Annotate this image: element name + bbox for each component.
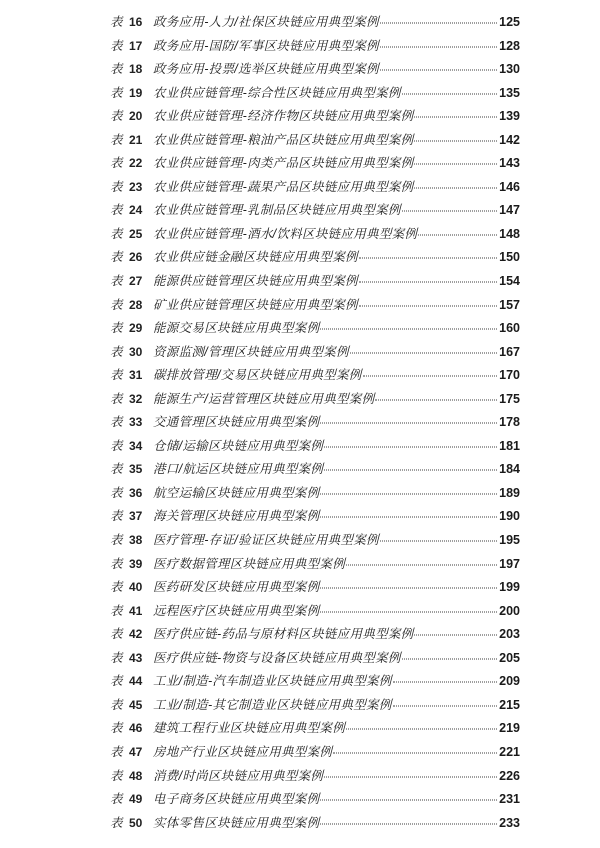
toc-entry-page-number: 205 xyxy=(499,650,520,665)
dotted-leader xyxy=(320,823,497,824)
toc-entry-row[interactable] xyxy=(110,813,520,837)
toc-entry-page-number: 130 xyxy=(499,62,520,77)
toc-entry-number: 20 xyxy=(129,109,143,124)
toc-entry-label: 表 xyxy=(110,391,124,406)
toc-entry-number: 25 xyxy=(129,226,143,241)
toc-entry-number: 47 xyxy=(129,744,143,759)
toc-entry-number: 37 xyxy=(129,509,143,524)
toc-entry-page-number: 135 xyxy=(499,85,520,100)
toc-entry-title: 医疗管理-存证/验证区块链应用典型案例 xyxy=(153,533,379,548)
toc-entry-page-number: 203 xyxy=(499,627,520,642)
toc-entry-label: 表 xyxy=(110,250,124,265)
toc-entry-row[interactable] xyxy=(110,624,520,648)
toc-entry-row[interactable] xyxy=(110,365,520,389)
dotted-leader xyxy=(414,635,497,636)
toc-entry-title: 实体零售区块链应用典型案例 xyxy=(153,815,320,830)
toc-entry-label: 表 xyxy=(110,297,124,312)
toc-entry-page-number: 148 xyxy=(499,226,520,241)
toc-entry-number: 27 xyxy=(129,274,143,289)
toc-entry-page-number: 175 xyxy=(499,391,520,406)
dotted-leader xyxy=(359,305,497,306)
toc-entry-label: 表 xyxy=(110,15,124,29)
toc-entry-row[interactable] xyxy=(110,671,520,695)
toc-entry-label: 表 xyxy=(110,768,124,783)
toc-entry-label: 表 xyxy=(110,321,124,336)
toc-entry-number: 29 xyxy=(129,321,143,336)
toc-entry-title: 工业/制造-汽车制造业区块链应用典型案例 xyxy=(153,674,392,689)
toc-entry-page-number: 221 xyxy=(499,744,520,759)
dotted-leader xyxy=(320,423,497,424)
toc-entry-number: 44 xyxy=(129,674,143,689)
toc-entry-number: 32 xyxy=(129,391,143,406)
toc-entry-title: 碳排放管理/交易区块链应用典型案例 xyxy=(153,368,362,383)
toc-entry-row[interactable] xyxy=(110,318,520,342)
toc-entry-label: 表 xyxy=(110,62,124,77)
toc-entry-row[interactable] xyxy=(110,506,520,530)
toc-entry-label: 表 xyxy=(110,203,124,218)
toc-entry-page-number: 170 xyxy=(499,368,520,383)
toc-entry-row[interactable] xyxy=(110,436,520,460)
toc-entry-number: 43 xyxy=(129,650,143,665)
toc-entry-number: 18 xyxy=(129,62,143,77)
toc-entry-number: 38 xyxy=(129,533,143,548)
dotted-leader xyxy=(380,70,497,71)
dotted-leader xyxy=(333,752,497,753)
toc-entry-row[interactable] xyxy=(110,83,520,107)
toc-entry-page-number: 209 xyxy=(499,674,520,689)
dotted-leader xyxy=(418,234,497,235)
toc-entry-page-number: 219 xyxy=(499,721,520,736)
toc-entry-title: 农业供应链管理-粮油产品区块链应用典型案例 xyxy=(153,132,414,147)
toc-entry-page-number: 189 xyxy=(499,485,520,500)
toc-entry-title: 海关管理区块链应用典型案例 xyxy=(153,509,320,524)
dotted-leader xyxy=(350,352,497,353)
toc-entry-title: 矿业供应链管理区块链应用典型案例 xyxy=(153,297,358,312)
toc-entry-title: 医疗数据管理区块链应用典型案例 xyxy=(153,556,346,571)
toc-entry-number: 45 xyxy=(129,697,143,712)
toc-entry-page-number: 157 xyxy=(499,297,520,312)
toc-entry-label: 表 xyxy=(110,509,124,524)
toc-entry-title: 医药研发区块链应用典型案例 xyxy=(153,580,320,595)
toc-entry-number: 30 xyxy=(129,344,143,359)
toc-entry-row[interactable] xyxy=(110,742,520,766)
toc-entry-number: 36 xyxy=(129,485,143,500)
toc-entry-label: 表 xyxy=(110,438,124,453)
dotted-leader xyxy=(380,541,497,542)
toc-entry-page-number: 195 xyxy=(499,533,520,548)
toc-entry-page-number: 146 xyxy=(499,179,520,194)
toc-entry-page-number: 226 xyxy=(499,768,520,783)
toc-entry-page-number: 154 xyxy=(499,274,520,289)
toc-entry-number: 21 xyxy=(129,132,143,147)
toc-entry-title: 农业供应链管理-酒水/饮料区块链应用典型案例 xyxy=(153,226,418,241)
toc-entry-label: 表 xyxy=(110,462,124,477)
dotted-leader xyxy=(375,399,497,400)
dotted-leader xyxy=(393,705,498,706)
toc-entry-title: 政务应用-国防/军事区块链应用典型案例 xyxy=(153,38,379,53)
toc-entry-row[interactable] xyxy=(110,271,520,295)
toc-entry-label: 表 xyxy=(110,721,124,736)
toc-entry-page-number: 233 xyxy=(499,815,520,830)
toc-entry-title: 农业供应链管理-乳制品区块链应用典型案例 xyxy=(153,203,401,218)
dotted-leader xyxy=(320,493,497,494)
dotted-leader xyxy=(393,682,498,683)
toc-entry-title: 医疗供应链-物资与设备区块链应用典型案例 xyxy=(153,650,401,665)
toc-entry-title: 政务应用-投票/选举区块链应用典型案例 xyxy=(153,62,379,77)
toc-entry-label: 表 xyxy=(110,603,124,618)
toc-entry-label: 表 xyxy=(110,792,124,807)
toc-entry-label: 表 xyxy=(110,674,124,689)
toc-entry-row[interactable] xyxy=(110,247,520,271)
toc-entry-row[interactable] xyxy=(110,577,520,601)
toc-entry-row[interactable] xyxy=(110,153,520,177)
toc-entry-page-number: 147 xyxy=(499,203,520,218)
toc-entry-number: 49 xyxy=(129,792,143,807)
toc-entry-label: 表 xyxy=(110,485,124,500)
toc-entry-number: 28 xyxy=(129,297,143,312)
dotted-leader xyxy=(320,588,497,589)
toc-entry-title: 农业供应链管理-经济作物区块链应用典型案例 xyxy=(153,109,414,124)
toc-entry-label: 表 xyxy=(110,650,124,665)
toc-entry-label: 表 xyxy=(110,156,124,171)
toc-entry-number: 39 xyxy=(129,556,143,571)
toc-entry-title: 农业供应链金融区块链应用典型案例 xyxy=(153,250,358,265)
toc-entry-number: 22 xyxy=(129,156,143,171)
dotted-leader xyxy=(380,23,497,24)
toc-entry-number: 26 xyxy=(129,250,143,265)
toc-entry-row[interactable] xyxy=(110,12,520,36)
dotted-leader xyxy=(402,211,497,212)
toc-entry-page-number: 128 xyxy=(499,38,520,53)
toc-entry-number: 31 xyxy=(129,368,143,383)
toc-entry-number: 35 xyxy=(129,462,143,477)
toc-entry-title: 资源监测/管理区块链应用典型案例 xyxy=(153,344,349,359)
toc-entry-label: 表 xyxy=(110,744,124,759)
dotted-leader xyxy=(414,117,497,118)
toc-entry-number: 40 xyxy=(129,580,143,595)
toc-entry-number: 19 xyxy=(129,85,143,100)
toc-entry-page-number: 215 xyxy=(499,697,520,712)
toc-list xyxy=(110,12,520,836)
toc-entry-row[interactable] xyxy=(110,554,520,578)
toc-entry-row[interactable] xyxy=(110,718,520,742)
toc-entry-title: 电子商务区块链应用典型案例 xyxy=(153,792,320,807)
toc-entry-page-number: 181 xyxy=(499,438,520,453)
toc-entry-title: 远程医疗区块链应用典型案例 xyxy=(153,603,320,618)
dotted-leader xyxy=(346,729,497,730)
toc-entry-row[interactable] xyxy=(110,601,520,625)
toc-entry-row[interactable] xyxy=(110,648,520,672)
toc-entry-number: 23 xyxy=(129,179,143,194)
toc-entry-row[interactable] xyxy=(110,177,520,201)
toc-entry-row[interactable] xyxy=(110,459,520,483)
toc-entry-row[interactable] xyxy=(110,130,520,154)
toc-entry-row[interactable] xyxy=(110,389,520,413)
toc-entry-label: 表 xyxy=(110,556,124,571)
toc-entry-row[interactable] xyxy=(110,530,520,554)
toc-entry-title: 能源生产/运营管理区块链应用典型案例 xyxy=(153,391,375,406)
dotted-leader xyxy=(324,776,497,777)
toc-entry-row[interactable] xyxy=(110,412,520,436)
dotted-leader xyxy=(320,517,497,518)
toc-entry-title: 仓储/运输区块链应用典型案例 xyxy=(153,438,324,453)
dotted-leader xyxy=(346,564,497,565)
toc-entry-title: 政务应用-人力/社保区块链应用典型案例 xyxy=(153,15,379,29)
toc-entry-number: 48 xyxy=(129,768,143,783)
toc-entry-title: 交通管理区块链应用典型案例 xyxy=(153,415,320,430)
dotted-leader xyxy=(359,258,497,259)
toc-entry-title: 港口/航运区块链应用典型案例 xyxy=(153,462,324,477)
toc-entry-title: 能源供应链管理区块链应用典型案例 xyxy=(153,274,358,289)
toc-entry-page-number: 125 xyxy=(499,15,520,29)
toc-entry-title: 农业供应链管理-综合性区块链应用典型案例 xyxy=(153,85,401,100)
toc-entry-title: 工业/制造-其它制造业区块链应用典型案例 xyxy=(153,697,392,712)
toc-entry-row[interactable] xyxy=(110,295,520,319)
toc-entry-number: 41 xyxy=(129,603,143,618)
toc-entry-number: 33 xyxy=(129,415,143,430)
toc-entry-label: 表 xyxy=(110,533,124,548)
toc-entry-page-number: 167 xyxy=(499,344,520,359)
toc-entry-title: 医疗供应链-药品与原材料区块链应用典型案例 xyxy=(153,627,414,642)
toc-entry-number: 34 xyxy=(129,438,143,453)
toc-entry-label: 表 xyxy=(110,415,124,430)
toc-entry-page-number: 160 xyxy=(499,321,520,336)
dotted-leader xyxy=(324,470,497,471)
dotted-leader xyxy=(320,800,497,801)
toc-entry-label: 表 xyxy=(110,627,124,642)
toc-entry-page-number: 190 xyxy=(499,509,520,524)
toc-entry-title: 航空运输区块链应用典型案例 xyxy=(153,485,320,500)
toc-entry-label: 表 xyxy=(110,697,124,712)
dotted-leader xyxy=(414,164,497,165)
toc-entry-page-number: 197 xyxy=(499,556,520,571)
toc-entry-page-number: 143 xyxy=(499,156,520,171)
toc-entry-page-number: 199 xyxy=(499,580,520,595)
toc-entry-row[interactable] xyxy=(110,200,520,224)
toc-entry-row[interactable] xyxy=(110,483,520,507)
toc-entry-page-number: 142 xyxy=(499,132,520,147)
dotted-leader xyxy=(380,46,497,47)
toc-entry-page-number: 150 xyxy=(499,250,520,265)
toc-entry-label: 表 xyxy=(110,815,124,830)
toc-entry-number: 46 xyxy=(129,721,143,736)
toc-entry-row[interactable] xyxy=(110,766,520,790)
toc-entry-row[interactable] xyxy=(110,106,520,130)
toc-entry-number: 16 xyxy=(129,15,143,29)
dotted-leader xyxy=(359,282,497,283)
dotted-leader xyxy=(414,187,497,188)
toc-entry-label: 表 xyxy=(110,274,124,289)
toc-entry-label: 表 xyxy=(110,226,124,241)
toc-entry-number: 17 xyxy=(129,38,143,53)
toc-entry-page-number: 178 xyxy=(499,415,520,430)
toc-entry-label: 表 xyxy=(110,132,124,147)
toc-entry-title: 农业供应链管理-肉类产品区块链应用典型案例 xyxy=(153,156,414,171)
toc-entry-row[interactable] xyxy=(110,695,520,719)
dotted-leader xyxy=(363,376,498,377)
dotted-leader xyxy=(320,611,497,612)
toc-entry-number: 50 xyxy=(129,815,143,830)
dotted-leader xyxy=(402,658,497,659)
toc-entry-page-number: 184 xyxy=(499,462,520,477)
toc-entry-label: 表 xyxy=(110,344,124,359)
dotted-leader xyxy=(324,446,497,447)
toc-entry-label: 表 xyxy=(110,580,124,595)
dotted-leader xyxy=(414,140,497,141)
toc-entry-label: 表 xyxy=(110,368,124,383)
toc-entry-title: 农业供应链管理-蔬果产品区块链应用典型案例 xyxy=(153,179,414,194)
toc-entry-row[interactable] xyxy=(110,342,520,366)
toc-entry-row[interactable] xyxy=(110,59,520,83)
dotted-leader xyxy=(402,93,497,94)
toc-entry-title: 能源交易区块链应用典型案例 xyxy=(153,321,320,336)
toc-entry-number: 24 xyxy=(129,203,143,218)
toc-entry-number: 42 xyxy=(129,627,143,642)
toc-entry-title: 建筑工程行业区块链应用典型案例 xyxy=(153,721,346,736)
toc-entry-row[interactable] xyxy=(110,224,520,248)
toc-entry-page-number: 200 xyxy=(499,603,520,618)
toc-entry-title: 消费/时尚区块链应用典型案例 xyxy=(153,768,324,783)
toc-entry-page-number: 139 xyxy=(499,109,520,124)
toc-entry-label: 表 xyxy=(110,85,124,100)
toc-entry-label: 表 xyxy=(110,38,124,53)
toc-entry-row[interactable] xyxy=(110,789,520,813)
toc-entry-label: 表 xyxy=(110,109,124,124)
toc-entry-title: 房地产行业区块链应用典型案例 xyxy=(153,744,333,759)
toc-entry-row[interactable] xyxy=(110,36,520,60)
toc-entry-label: 表 xyxy=(110,179,124,194)
dotted-leader xyxy=(320,329,497,330)
toc-entry-page-number: 231 xyxy=(499,792,520,807)
